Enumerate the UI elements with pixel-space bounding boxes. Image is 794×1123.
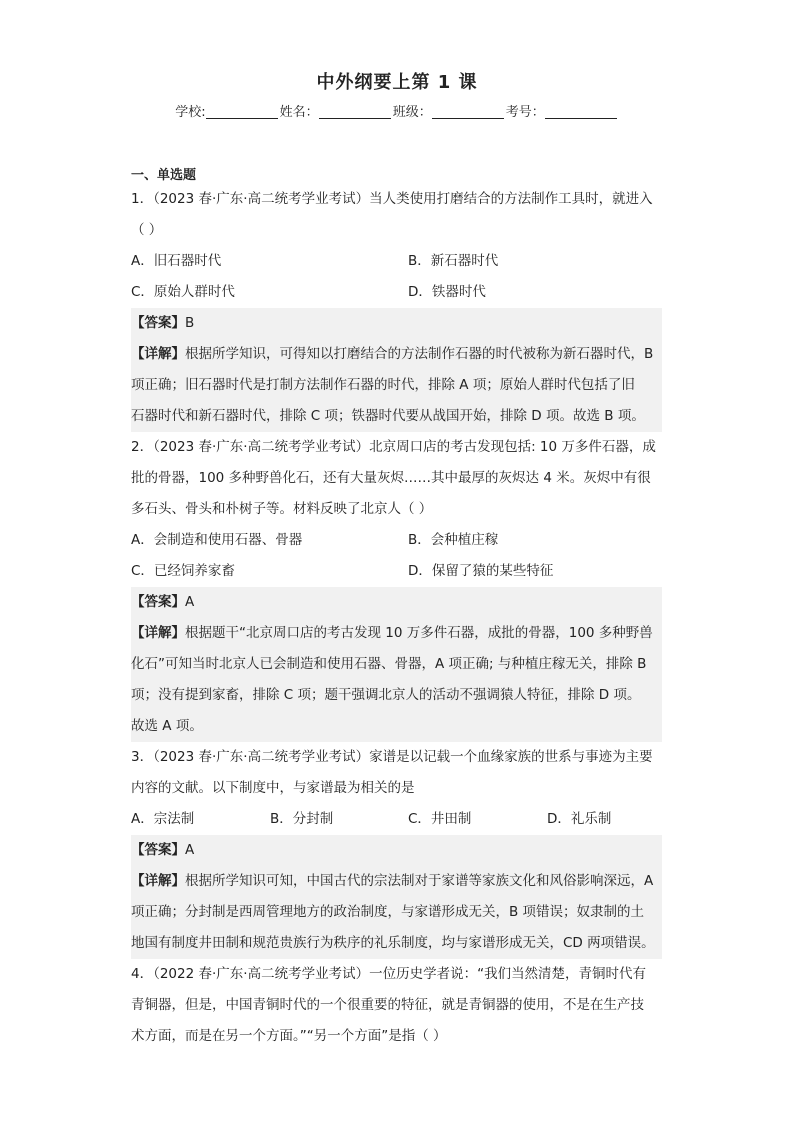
options-row [131,556,662,587]
answer-line [131,835,662,866]
answer-block [131,308,662,432]
name-blank[interactable] [319,104,391,119]
answer-value: A [185,594,195,610]
detail-tag: 【详解】 [131,873,185,889]
option-c: C．原始人群时代 [131,284,235,300]
detail-text: 根据所学知识，可得知以打磨结合的方法制作石器的时代被称为新石器时代，B [185,346,654,362]
option-d: D．礼乐制 [547,811,612,827]
name-label: 姓名： [279,105,319,120]
question-text-line: 4．（2022 春·广东·高二统考学业考试）一位历史学者说：“我们当然清楚，青铜时代有 [131,966,647,982]
detail-line: 化石”可知当时北京人已会制造和使用石器、骨器，A 项正确; 与种植庄稼无关，排除 B [131,656,647,672]
answer-value: B [185,315,195,331]
answer-tag: 【答案】 [131,594,185,610]
question-text-line: 内容的文献。以下制度中，与家谱最为相关的是 [131,780,415,796]
answer-tag: 【答案】 [131,842,185,858]
answer-block [131,835,662,959]
question-2 [131,432,662,742]
exam-no-blank[interactable] [545,104,617,119]
school-label: 学校: [175,105,206,120]
detail-line: 石器时代和新石器时代，排除 C 项；铁器时代要从战国开始，排除 D 项。故选 B 项。 [131,408,645,424]
question-text-line: （ ） [131,222,163,238]
exam-no-label: 考号： [505,105,545,120]
question-text-line: 多石头、骨头和朴树子等。材料反映了北京人（ ） [131,501,433,517]
detail-line [131,339,662,370]
detail-line: 故选 A 项。 [131,718,203,734]
question-text-line: 术方面，而是在另一个方面。”“另一个方面”是指（ ） [131,1028,447,1044]
question-1 [131,184,662,432]
question-text-line: 2．（2023 春·广东·高二统考学业考试）北京周口店的考古发现包括: 10 万多件石器，成 [131,439,656,455]
school-blank[interactable] [206,104,278,119]
options-row [131,525,662,556]
student-info-row [0,101,794,120]
detail-line [131,866,662,897]
class-label: 班级： [392,105,432,120]
detail-line: 项正确；旧石器时代是打制方法制作石器的时代，排除 A 项；原始人群时代包括了旧 [131,377,635,393]
answer-block [131,587,662,742]
detail-text: 根据所学知识可知，中国古代的宗法制对于家谱等家族文化和风俗影响深远，A [185,873,654,889]
question-text-line: 批的骨器，100 多种野兽化石，还有大量灰烬……其中最厚的灰烬达 4 米。灰烬中有很 [131,470,651,486]
page-title: 中外纲要上第 1 课 [316,72,478,93]
option-a: A．旧石器时代 [131,253,222,269]
question-4 [131,959,662,1052]
question-text-line: 3．（2023 春·广东·高二统考学业考试）家谱是以记载一个血缘家族的世系与事迹为主要 [131,749,653,765]
detail-line [131,618,662,649]
answer-tag: 【答案】 [131,315,185,331]
question-list [131,184,662,1052]
option-a: A．宗法制 [131,811,195,827]
option-d: D．保留了猿的某些特征 [408,563,554,579]
options-row [131,804,662,835]
answer-value: A [185,842,195,858]
option-b: B．分封制 [270,811,334,827]
option-c: C．已经饲养家畜 [131,563,235,579]
detail-line: 地国有制度井田制和规范贵族行为秩序的礼乐制度，均与家谱形成无关，CD 两项错误。 [131,935,655,951]
options-row [131,277,662,308]
option-a: A．会制造和使用石器、骨器 [131,532,303,548]
detail-line: 项正确；分封制是西周管理地方的政治制度，与家谱形成无关，B 项错误；奴隶制的土 [131,904,645,920]
question-3 [131,742,662,959]
question-text-line: 青铜器，但是，中国青铜时代的一个很重要的特征，就是青铜器的使用，不是在生产技 [131,997,644,1013]
detail-text: 根据题干“北京周口店的考古发现 10 万多件石器，成批的骨器，100 多种野兽 [185,625,653,641]
answer-line [131,308,662,339]
answer-line [131,587,662,618]
detail-line: 项；没有提到家畜，排除 C 项；题干强调北京人的活动不强调猿人特征，排除 D 项。 [131,687,641,703]
option-b: B．新石器时代 [408,253,499,269]
section-heading: 一、单选题 [131,168,197,183]
option-c: C．井田制 [408,811,472,827]
question-text-line: 1．（2023 春·广东·高二统考学业考试）当人类使用打磨结合的方法制作工具时，就进入 [131,191,653,207]
detail-tag: 【详解】 [131,346,185,362]
option-b: B．会种植庄稼 [408,532,499,548]
detail-tag: 【详解】 [131,625,185,641]
class-blank[interactable] [432,104,504,119]
options-row [131,246,662,277]
option-d: D．铁器时代 [408,284,486,300]
